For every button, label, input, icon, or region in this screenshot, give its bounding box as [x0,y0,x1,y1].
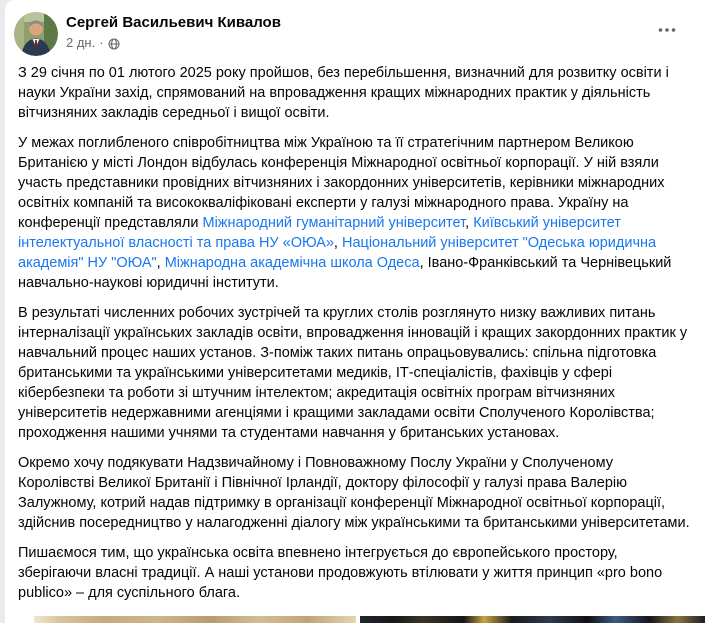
author-block [66,12,651,51]
attachment-photo-1[interactable] [34,616,356,623]
post-card [5,0,705,623]
text-segment: У межах поглибленого співробітництва між Україною та її стратегічним партнером Великою Британією у місті Лондон відбулась конференція Міжнародної освітньої корпорації. У ній взяли участь представники провідних вітчизняних і закордонних університетів, керівники міжнародних освітніх компаній та висококваліфіковані експерти у галузі міжнародного права. Україну на конференції представляли [18,135,665,231]
post-paragraph [18,453,691,533]
text-segment: З 29 січня по 01 лютого 2025 року пройшов, без перебільшення, визначний для розвитку освіти і науки України захід, спрямований на впровадження кращих міжнародних практик у діяльність вітчизняних закладів середньої і вищої освіти. [18,65,669,121]
photo-attachments-strip [34,616,705,623]
entity-link[interactable]: Київський університет інтелектуальної власності та права НУ «ОЮА» [18,215,621,251]
post-content [5,58,705,603]
post-paragraph [18,543,691,603]
post-meta [66,35,651,51]
entity-link[interactable]: Міжнародний гуманітарний університет [202,215,466,231]
globe-icon [108,37,120,50]
author-name-link[interactable]: Сергей Васильевич Кивалов [66,14,281,31]
entity-link[interactable]: Національний університет "Одеська юридична академія" НУ "ОЮА" [18,235,657,271]
author-avatar[interactable] [14,12,58,56]
post-paragraph [18,63,691,123]
entity-link[interactable]: Міжнародна академічна школа Одеса [164,255,420,271]
post-paragraph [18,303,691,443]
ellipsis-icon [657,24,677,36]
post-timestamp[interactable]: 2 дн. [66,35,96,50]
text-segment: , Івано-Франківський та Чернівецький навчально-наукові юридичні інститути. [18,255,672,291]
author-photo-icon [14,12,58,56]
text-segment: , [465,215,474,231]
text-segment: , [156,255,165,271]
attachment-photo-2[interactable] [360,616,705,623]
meta-separator: · [99,35,104,50]
text-segment: В результаті численних робочих зустрічей та круглих столів розглянуто низку важливих питань інтерналізації українських закладів освіти, впровадження інновацій і кращих закордонних практик у навчальний процес наших установ. З-поміж таких питань опрацьовувались: спільна підготовка британськими та українськими університетами медиків, ІТ-спеціалістів, фахівців у сфері кібербезпеки та роботи зі штучним інтелектом; акредитація освітніх програм вітчизняних університетів недержавними агенціями і кращими закладами освіти Сполученого Королівства; проходження нашими учнями та студентами навчання у британських установах. [18,305,688,441]
text-segment: Пишаємося тим, що українська освіта впевнено інтегрується до європейського простору, зберігаючи власні традиції. А наші установи продовжують втілювати у життя принцип «pro bono publico» – для суспільного блага. [18,545,663,601]
text-segment: Окремо хочу подякувати Надзвичайному і Повноважному Послу України у Сполученому Королівстві Великої Британії і Північної Ірландії, доктору філософії у галузі права Валерію Залужному, котрий надав підтримку в організації конференції Міжнародної освітньої корпорації, здійснив посередництво у налагодженні діалогу між українськими та британськими університетами. [18,455,690,531]
text-segment: , [333,235,342,251]
more-options-button[interactable] [651,18,683,42]
post-header [5,0,705,58]
post-paragraph [18,133,691,293]
